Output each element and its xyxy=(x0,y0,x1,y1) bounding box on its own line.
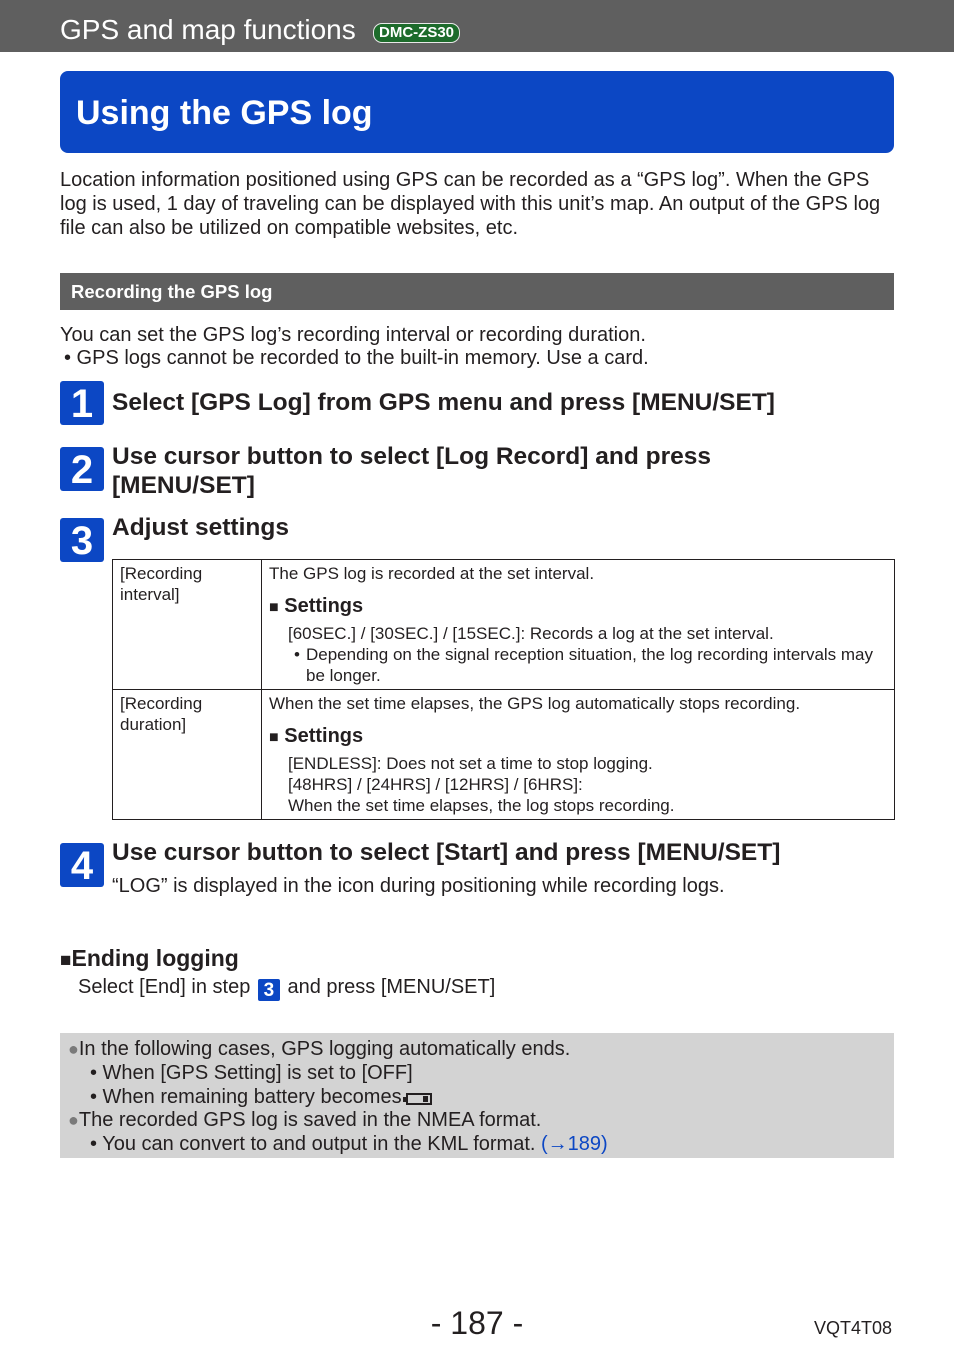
note-item-2 xyxy=(68,1108,541,1132)
step-3-reference-badge: 3 xyxy=(258,979,280,1001)
circle-bullet-icon: ● xyxy=(68,1110,79,1130)
ending-text-after: and press [MENU/SET] xyxy=(287,976,496,998)
ending-logging-text xyxy=(78,975,495,1001)
page-reference-link[interactable]: (→189) xyxy=(541,1133,608,1155)
settings-heading xyxy=(269,594,887,620)
duration-option-2: [48HRS] / [24HRS] / [12HRS] / [6HRS]: xyxy=(288,775,583,794)
circle-bullet-icon: ● xyxy=(68,1039,79,1059)
bullet-icon: • xyxy=(294,645,300,664)
recording-duration-label: [Recording duration] xyxy=(113,690,262,820)
note-item-2-sub-1 xyxy=(90,1132,608,1156)
table-row xyxy=(113,690,895,820)
ending-text-before: Select [End] in step xyxy=(78,976,251,998)
settings-heading xyxy=(269,724,887,750)
note-item-1-text: In the following cases, GPS logging automatically ends. xyxy=(78,1038,571,1060)
step-3-text: Adjust settings xyxy=(112,514,289,541)
recording-duration-desc-cell xyxy=(262,690,895,820)
recording-interval-desc: The GPS log is recorded at the set interval. xyxy=(269,564,595,583)
step-4-note: “LOG” is displayed in the icon during positioning while recording logs. xyxy=(112,875,725,897)
step-3-number: 3 xyxy=(60,518,104,562)
low-battery-icon xyxy=(406,1093,432,1105)
step-4-text: Use cursor button to select [Start] and press [MENU/SET] xyxy=(112,839,781,866)
interval-bullet-text: Depending on the signal reception situation, the log recording intervals may be longer. xyxy=(306,645,874,685)
step-2-text: Use cursor button to select [Log Record] and press [MENU/SET] xyxy=(112,443,711,499)
recording-duration-desc: When the set time elapses, the GPS log automatically stops recording. xyxy=(269,694,801,713)
recording-note: • GPS logs cannot be recorded to the built-in memory. Use a card. xyxy=(64,347,649,369)
recording-lead: You can set the GPS log’s recording interval or recording duration. xyxy=(60,324,646,346)
step-1-text: Select [GPS Log] from GPS menu and press [MENU/SET] xyxy=(112,389,775,416)
recording-interval-desc-cell xyxy=(262,560,895,690)
table-row xyxy=(113,560,895,690)
settings-table xyxy=(112,559,895,820)
notes-box xyxy=(60,1033,894,1158)
section-title: GPS and map functions xyxy=(60,14,356,45)
settings-heading-text: Settings xyxy=(284,725,364,747)
note-item-1 xyxy=(68,1037,570,1061)
intro-paragraph: Location information positioned using GPS can be recorded as a “GPS log”. When the GPS log is used, 1 day of traveling can be displayed with this unit’s map. An output of the GPS log file can also be utilized on compatible websites, etc. xyxy=(60,169,881,239)
top-header-bar xyxy=(0,0,954,52)
note-item-2-sub-1-text: • You can convert to and output in the KML format. xyxy=(90,1133,536,1155)
page-number: - 187 - xyxy=(430,1305,524,1341)
step-1-number: 1 xyxy=(60,381,104,425)
step-4-number: 4 xyxy=(60,843,104,887)
document-code: VQT4T08 xyxy=(814,1318,893,1338)
page-title-banner xyxy=(60,71,894,153)
ending-logging-heading xyxy=(60,945,239,974)
note-item-1-sub-2-text: • When remaining battery becomes xyxy=(90,1086,402,1108)
note-item-1-sub-2 xyxy=(90,1085,432,1109)
recording-section-heading xyxy=(60,273,894,310)
recording-interval-label: [Recording interval] xyxy=(113,560,262,690)
settings-heading-text: Settings xyxy=(284,595,364,617)
square-bullet-icon: ■ xyxy=(269,729,279,746)
page-title: Using the GPS log xyxy=(76,94,373,132)
ending-heading-text: Ending logging xyxy=(71,945,239,971)
duration-option-1: [ENDLESS]: Does not set a time to stop logging. xyxy=(288,754,653,773)
duration-option-3: When the set time elapses, the log stops recording. xyxy=(288,796,675,815)
interval-options: [60SEC.] / [30SEC.] / [15SEC.]: Records a log at the set interval. xyxy=(288,624,774,643)
step-2-number: 2 xyxy=(60,447,104,491)
interval-bullet xyxy=(269,644,887,686)
square-bullet-icon: ■ xyxy=(269,599,279,616)
note-item-1-sub-1: • When [GPS Setting] is set to [OFF] xyxy=(90,1062,413,1084)
note-item-2-text: The recorded GPS log is saved in the NMEA format. xyxy=(78,1109,542,1131)
model-badge: DMC-ZS30 xyxy=(373,23,460,43)
square-bullet-icon: ■ xyxy=(60,950,72,971)
recording-heading-text: Recording the GPS log xyxy=(71,281,273,302)
